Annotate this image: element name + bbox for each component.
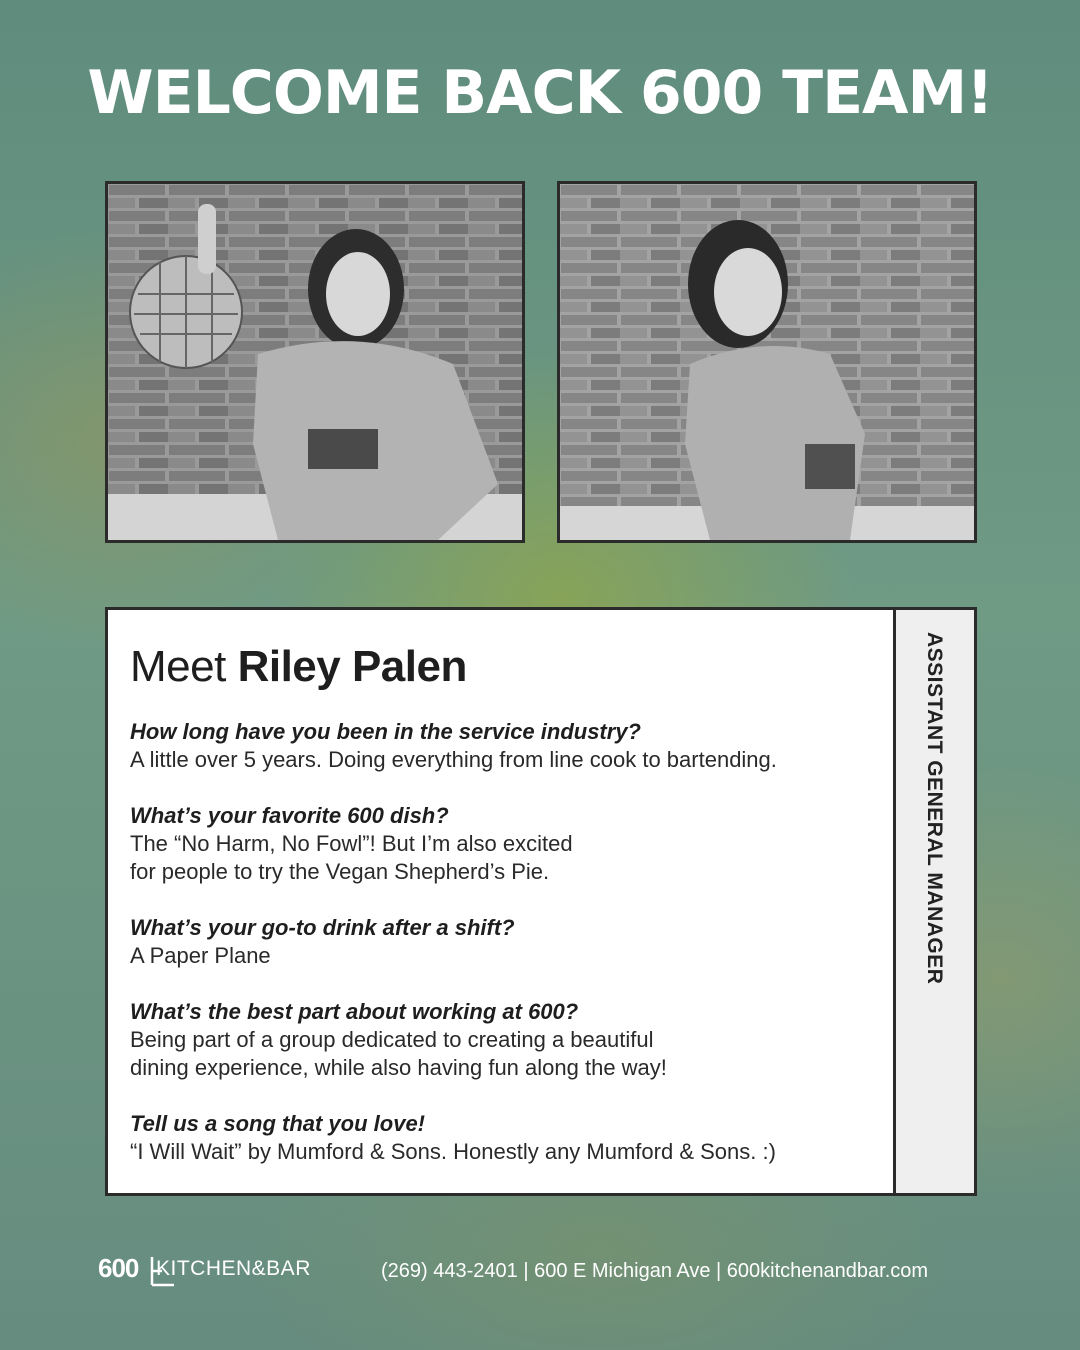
qa-answer: for people to try the Vegan Shepherd’s Pie.	[130, 859, 550, 884]
qa-question: Tell us a song that you love!	[130, 1111, 426, 1136]
qa-answer: Being part of a group dedicated to creating a beautiful	[130, 1027, 654, 1052]
qa-question: What’s the best part about working at 600?	[130, 999, 579, 1024]
qa-question: What’s your go-to drink after a shift?	[130, 915, 515, 940]
qa-item	[130, 802, 890, 886]
qa-answer: The “No Harm, No Fowl”! But I’m also excited	[130, 831, 573, 856]
qa-item	[130, 1110, 890, 1166]
qa-item	[130, 998, 890, 1082]
employee-name: Riley Palen	[237, 642, 467, 691]
qa-answer: “I Will Wait” by Mumford & Sons. Honestly any Mumford & Sons. :)	[130, 1139, 776, 1164]
page-title: WELCOME BACK 600 TEAM!	[87, 58, 993, 128]
staff-photo-portrait	[557, 181, 977, 543]
qa-question: How long have you been in the service industry?	[130, 719, 641, 744]
qa-item	[130, 718, 890, 774]
logo-text: KITCHEN&BAR	[156, 1257, 311, 1280]
profile-card	[105, 607, 977, 1196]
role-sidebar	[893, 610, 974, 1193]
qa-item	[130, 914, 890, 970]
qa-answer: dining experience, while also having fun along the way!	[130, 1055, 667, 1080]
qa-answer: A little over 5 years. Doing everything from line cook to bartending.	[130, 747, 777, 772]
profile-card-main	[108, 610, 893, 1193]
logo-number: 600	[98, 1253, 139, 1283]
profile-heading	[130, 642, 467, 692]
heading-prefix: Meet	[130, 642, 226, 691]
qa-question: What’s your favorite 600 dish?	[130, 803, 449, 828]
employee-role: ASSISTANT GENERAL MANAGER	[923, 632, 946, 985]
qa-answer: A Paper Plane	[130, 943, 271, 968]
contact-info: (269) 443-2401 | 600 E Michigan Ave | 600kitchenandbar.com	[381, 1260, 929, 1282]
staff-photo-disco-ball	[105, 181, 525, 543]
